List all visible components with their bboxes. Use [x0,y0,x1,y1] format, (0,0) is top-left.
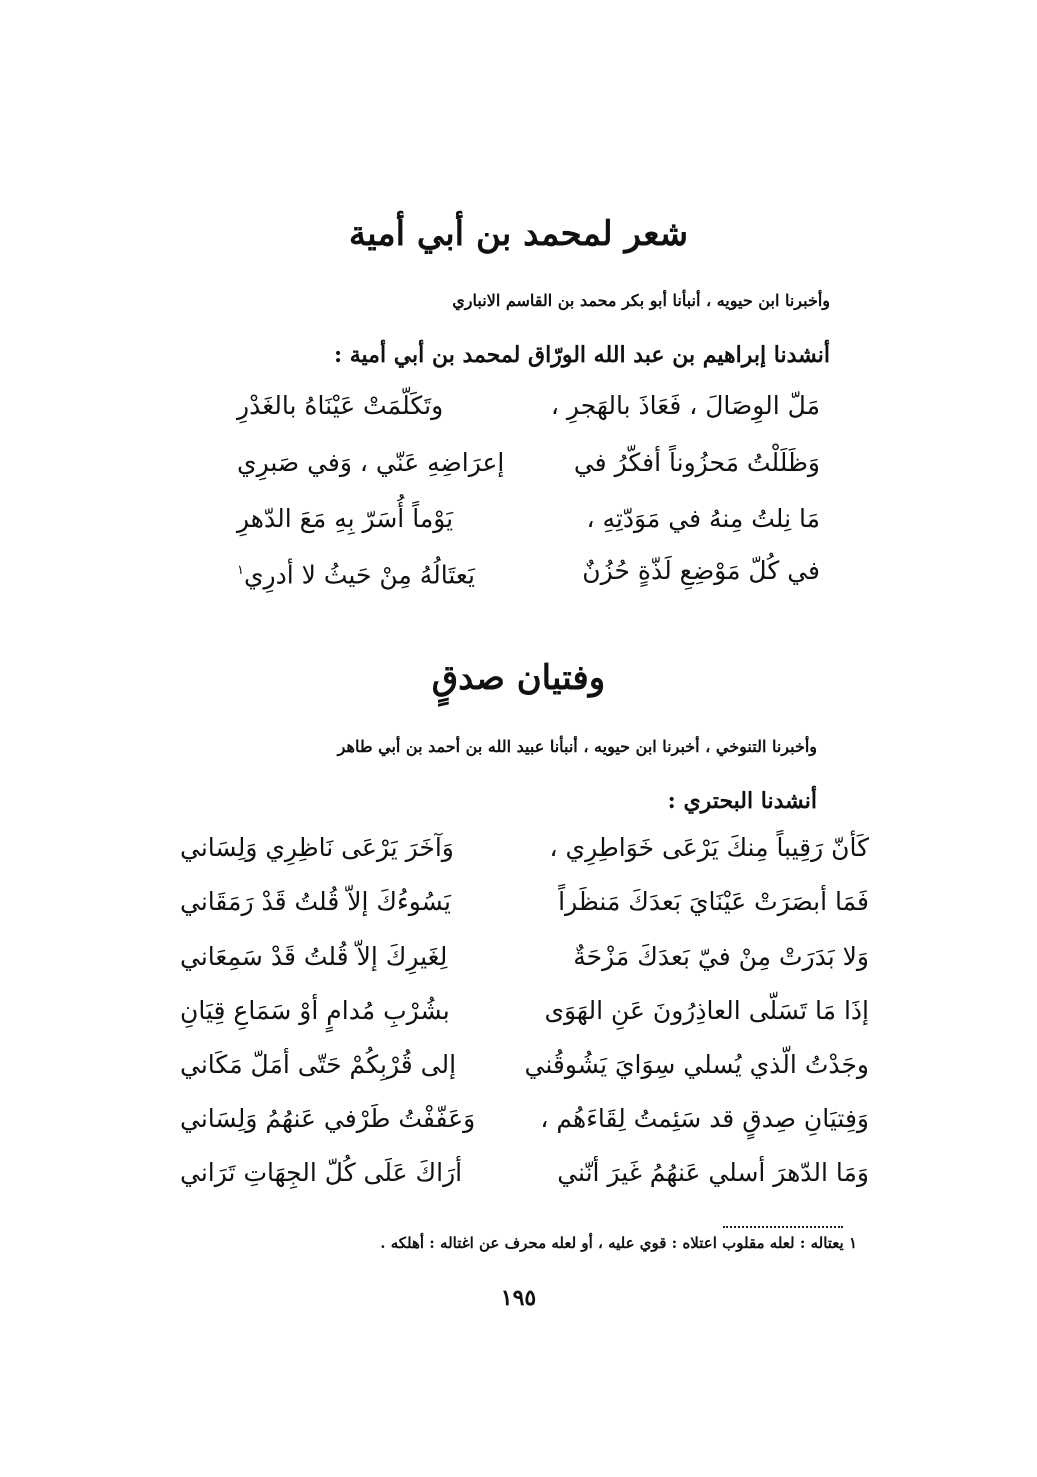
verse-first-hemistich: كَأنّ رَقِيباً مِنكَ يَرْعَى خَوَاطِرِي ، [549,833,869,862]
verse-second-hemistich: إلى قُرْبِكُمْ حَتّى أمَلّ مَكَاني [180,1050,457,1079]
verse-second-hemistich: وتَكَلّمَتْ عَيْنَاهُ بالغَدْرِ [237,391,444,420]
poem-verse [0,549,1037,593]
poem-verse [0,384,1037,428]
verse-first-hemistich: وَفِتيَانِ صِدقٍ قد سَئِمتُ لِقَاءَهُم ، [540,1104,869,1133]
section1-recited-line: أنشدنا إبراهيم بن عبد الله الورّاق لمحمد بن أبي أمية : [333,342,830,368]
verse-first-hemistich: مَلّ الوِصَالَ ، فَعَاذَ بالهَجرِ ، [550,391,820,420]
verse-second-hemistich: لِغَيرِكَ إلاّ قُلتُ قَدْ سَمِعَاني [180,942,448,971]
poem-verse [0,826,1037,870]
section2-title: وفتيان صدقٍ [431,658,606,698]
verse-second-hemistich: بشُرْبِ مُدامٍ أوْ سَمَاعِ قِيَانِ [180,996,450,1025]
poem-verse [0,880,1037,924]
section1-isnad: وأخبرنا ابن حيويه ، أنبأنا أبو بكر محمد بن القاسم الانباري [452,291,830,310]
verse-second-hemistich: وَعَفّفْتُ طَرْفي عَنهُمُ وَلِسَاني [180,1104,476,1133]
section2-isnad: وأخبرنا التنوخي ، أخبرنا ابن حيويه ، أنبأنا عبيد الله بن أحمد بن أبي طاهر [337,737,817,756]
footnote: ١ يعتاله : لعله مقلوب اعتلاه : قوي عليه ، أو لعله محرف عن اغتاله : أهلكه . [380,1234,857,1252]
verse-first-hemistich: فَمَا أبصَرَتْ عَيْنَايَ بَعدَكَ مَنظَراً [558,887,869,916]
verse-second-hemistich: وَآخَرَ يَرْعَى نَاظِرِي وَلِسَاني [180,833,454,862]
poem-verse [0,1043,1037,1087]
verse-first-hemistich: إذَا مَا تَسَلّى العاذِرُونَ عَنِ الهَوَى [544,996,869,1025]
verse-second-hemistich [237,549,507,597]
verse-second-hemistich: أرَاكَ عَلَى كُلّ الجِهَاتِ تَرَاني [180,1158,463,1187]
section2-recited-line: أنشدنا البحتري : [667,788,817,814]
verse-second-hemistich: إعرَاضِهِ عَنّي ، وَفي صَبرِي [237,448,505,477]
footnote-separator [723,1226,843,1228]
verse-first-hemistich: وجَدْتُ الّذي يُسلي سِوَايَ يَشُوقُني [524,1050,869,1079]
verse-first-hemistich: مَا نِلتُ مِنهُ في مَوَدّتِهِ ، [586,504,820,533]
verse-first-hemistich: وَظَلَلْتُ مَحزُوناً أفكّرُ في [573,448,820,477]
poem-verse [0,1097,1037,1141]
verse-second-hemistich: يَسُوءُكَ إلاّ قُلتُ قَدْ رَمَقَاني [180,887,451,916]
footnote-marker: ١ [237,563,244,578]
poem-verse [0,497,1037,541]
verse-first-hemistich: وَمَا الدّهرَ أسلي عَنهُمُ غَيرَ أنّني [557,1158,869,1187]
verse-first-hemistich: وَلا بَدَرَتْ مِنْ فيّ بَعدَكَ مَزْحَةٌ [573,942,869,971]
poem-verse [0,935,1037,979]
poem-verse [0,1151,1037,1195]
verse-second-hemistich: يَوْماً أُسَرّ بِهِ مَعَ الدّهرِ [237,504,454,533]
poem-verse [0,989,1037,1033]
verse-first-hemistich: في كُلّ مَوْضِعِ لَذّةٍ حُزُنٌ [582,556,820,585]
poem-verse [0,441,1037,485]
section1-title: شعر لمحمد بن أبي أمية [348,214,689,254]
page-number: ١٩٥ [500,1285,537,1311]
hemistich-text: يَعتَالُهُ مِنْ حَيثُ لا أدرِي [243,560,475,590]
